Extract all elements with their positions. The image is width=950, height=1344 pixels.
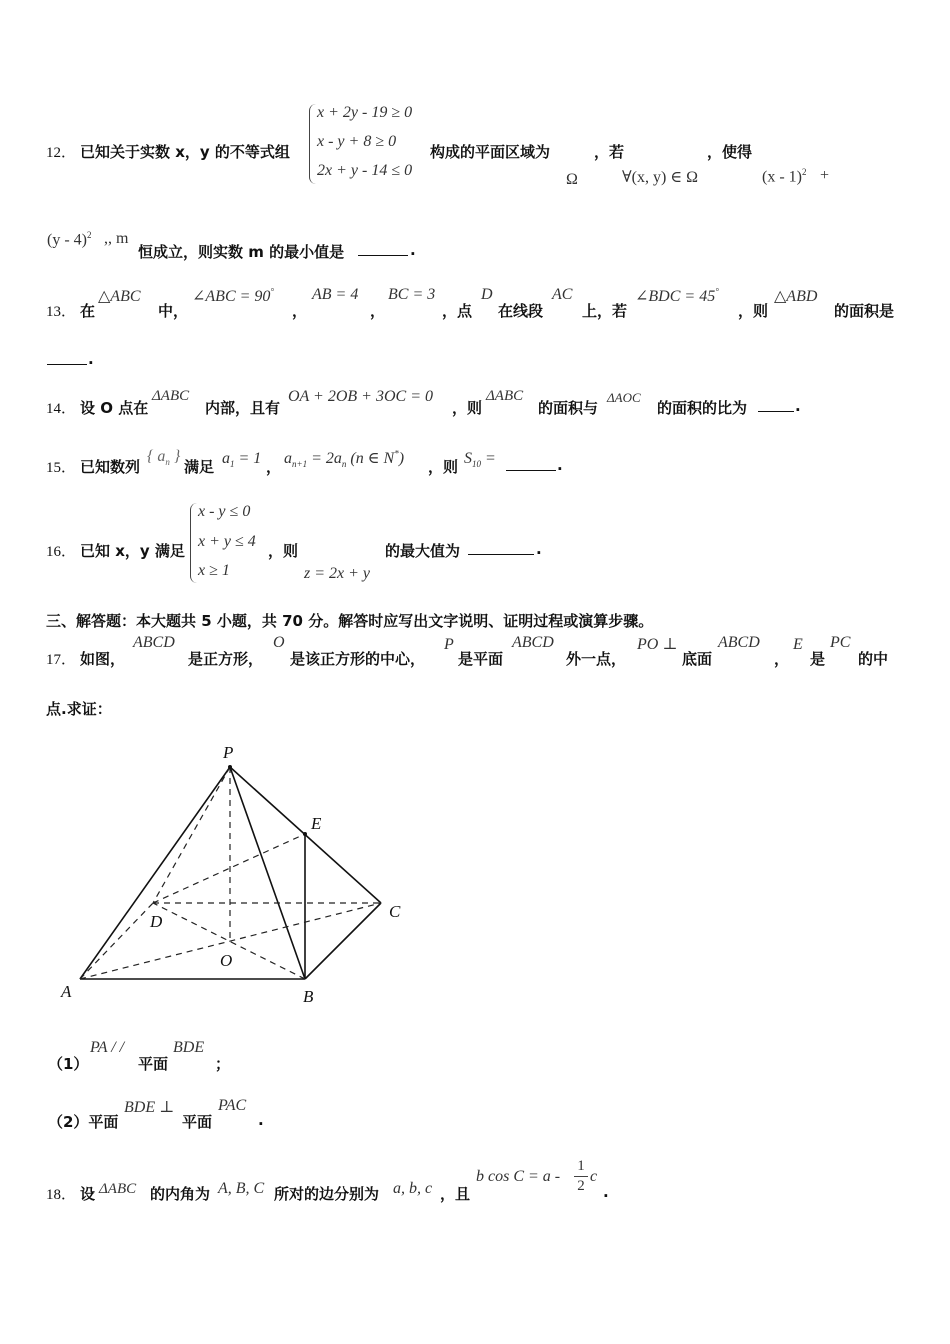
q12-period: .	[410, 241, 416, 259]
q18-frac-denominator: 2	[577, 1178, 585, 1194]
q14-text-area-with: 的面积与	[538, 399, 599, 417]
q15-comma: ，	[266, 458, 282, 476]
q17-point-p: P	[444, 636, 454, 653]
q14-text-ratio: 的面积的比为	[657, 399, 748, 417]
q15-period: .	[557, 456, 563, 474]
q16-objective-z: z = 2x + y	[304, 565, 371, 582]
q18-frac-numerator: 1	[577, 1158, 585, 1174]
q12-expr-x: (x - 1)$^2$	[762, 167, 807, 186]
q12-ineq-1: x + 2y - 19 ≥ 0	[317, 104, 413, 121]
q17-part2-end: .	[258, 1111, 264, 1129]
q17-segment-pc: PC	[830, 634, 851, 651]
q14-triangle-abc: ΔABC	[152, 388, 190, 404]
q15-text-given: 已知数列	[80, 458, 141, 476]
q13-text-then: ，则	[738, 302, 769, 320]
q13-text-segment: 在线段	[498, 302, 544, 320]
vertex-p	[228, 765, 232, 769]
q18-period: .	[603, 1183, 609, 1201]
label-a: A	[61, 982, 72, 1001]
q16-number: 16．	[46, 544, 77, 560]
q13-comma-1: ，	[292, 302, 308, 320]
label-b: B	[303, 987, 314, 1006]
q18-equation-left: b cos C = a -	[476, 1168, 561, 1185]
edge-pa	[80, 767, 233, 979]
q17-part2-number: （2）平面	[48, 1113, 119, 1131]
q18-text-angles: 的内角为	[150, 1185, 211, 1203]
q17-text-outside: 外一点，	[566, 650, 627, 668]
q14-text-let: 设 O 点在	[80, 399, 149, 417]
label-p: P	[223, 743, 234, 762]
q13-angle-abc: ∠ABC = 90°	[192, 286, 275, 305]
q18-sides-abc: a, b, c	[393, 1180, 433, 1197]
q14-vector-equation: OA + 2OB + 3OC = 0	[288, 388, 433, 405]
q17-part1-bde: BDE	[173, 1039, 205, 1056]
q18-triangle-abc: ΔABC	[99, 1181, 137, 1197]
q16-text-max: 的最大值为	[385, 542, 461, 560]
q18-text-and: ，且	[440, 1185, 471, 1203]
q17-abcd: ABCD	[133, 634, 175, 651]
q17-text-mid: 的中	[858, 650, 889, 668]
q17-text-prove: 点.求证：	[46, 700, 112, 718]
edge-bc	[305, 903, 381, 979]
q18-frac-bar	[574, 1176, 588, 1177]
q18-text-sides: 所对的边分别为	[274, 1185, 380, 1203]
q17-point-o: O	[273, 634, 285, 651]
q12-text-such: ，使得	[707, 143, 753, 161]
q16-text-then: ，则	[268, 542, 299, 560]
q12-forall: ∀(x, y) ∈ Ω	[622, 169, 699, 186]
q17-text-square: 是正方形，	[188, 650, 264, 668]
label-c: C	[389, 902, 401, 921]
q12-number: 12．	[46, 145, 77, 161]
q12-plus: +	[820, 167, 830, 184]
q17-part2-pac: PAC	[218, 1097, 247, 1114]
q12-omega: Ω	[566, 171, 578, 188]
q12-leq-m: ,, m	[104, 230, 129, 247]
q13-text-point: ，点	[442, 302, 473, 320]
q17-abcd-2: ABCD	[512, 634, 554, 651]
q12-ineq-3: 2x + y - 14 ≤ 0	[317, 162, 413, 179]
q17-part1-number: （1）	[48, 1055, 89, 1073]
q17-part1-pa-parallel: PA / /	[90, 1039, 125, 1056]
q17-point-e: E	[793, 636, 803, 653]
q13-angle-bdc: ∠BDC = 45°	[635, 286, 719, 305]
q13-bc-length: BC = 3	[388, 286, 436, 303]
q17-part1-plane: 平面	[138, 1055, 169, 1073]
q17-part2-plane: 平面	[182, 1113, 213, 1131]
q12-text-holds: 恒成立，则实数 m 的最小值是	[138, 243, 345, 261]
q13-text-in: 在	[80, 302, 96, 320]
q13-number: 13．	[46, 304, 77, 320]
section-3-heading: 三、解答题：本大题共 5 小题，共 70 分。解答时应写出文字说明、证明过程或演算步骤。	[46, 612, 654, 630]
q14-number: 14．	[46, 401, 77, 417]
q15-sequence-an: { $a_n$ }	[147, 448, 181, 468]
q16-period: .	[536, 540, 542, 558]
label-d: D	[150, 912, 163, 931]
q12-text-if: ，若	[594, 143, 625, 161]
q13-period: .	[88, 350, 94, 368]
q13-text-area: 的面积是	[834, 302, 895, 320]
q12-text-intro: 已知关于实数 x，y 的不等式组	[80, 143, 290, 161]
label-e: E	[311, 814, 322, 833]
q12-text-region: 构成的平面区域为	[430, 143, 551, 161]
q13-segment-ac: AC	[552, 286, 573, 303]
q13-text-zhong: 中，	[158, 302, 189, 320]
q16-text-given: 已知 x，y 满足	[80, 542, 185, 560]
q16-ineq-1: x - y ≤ 0	[198, 503, 251, 520]
q17-po-perp: PO ⊥	[637, 636, 678, 653]
q14-text-inside: 内部，且有	[205, 399, 281, 417]
q17-text-as-shown: 如图，	[80, 650, 126, 668]
q17-text-is: 是	[810, 650, 826, 668]
vertex-e	[303, 832, 307, 836]
q15-number: 15．	[46, 460, 77, 476]
q13-ab-length: AB = 4	[312, 286, 359, 303]
q17-comma: ，	[774, 650, 790, 668]
q15-a1-equation: $a_1 = 1$	[222, 450, 262, 470]
q13-text-on: 上，若	[582, 302, 628, 320]
q15-s10: $S_{10}$ =	[464, 450, 496, 470]
q18-number: 18．	[46, 1187, 77, 1203]
q18-angles-abc: A, B, C	[218, 1180, 265, 1197]
q17-text-plane: 是平面	[458, 650, 504, 668]
q14-triangle-aoc: ΔAOC	[607, 390, 641, 405]
edge-pd	[153, 767, 230, 903]
q13-triangle-abc: △ABC	[98, 288, 141, 305]
q12-expr-y: (y - 4)$^2$	[47, 230, 92, 249]
q15-recurrence: $a_{n+1} = 2a_n$ (n ∈ N*)	[284, 448, 405, 470]
q18-fraction-half	[574, 1158, 588, 1195]
q14-triangle-abc-2: ΔABC	[486, 388, 524, 404]
q17-text-center: 是该正方形的中心，	[290, 650, 426, 668]
q17-part2-bde-perp: BDE ⊥	[124, 1099, 175, 1116]
q17-part1-end: ；	[215, 1055, 231, 1073]
q14-text-then: ，则	[452, 399, 483, 417]
q13-point-d: D	[481, 286, 493, 303]
q12-ineq-2: x - y + 8 ≥ 0	[317, 133, 397, 150]
q18-text-let: 设	[80, 1185, 96, 1203]
q18-equation-c: c	[590, 1168, 598, 1185]
q17-number: 17．	[46, 652, 77, 668]
edge-ad	[80, 903, 153, 979]
q13-comma-2: ，	[370, 302, 386, 320]
q13-triangle-abd: △ABD	[774, 288, 818, 305]
q14-period: .	[795, 397, 801, 415]
q17-abcd-3: ABCD	[718, 634, 760, 651]
q15-text-then: ，则	[428, 458, 459, 476]
q16-ineq-2: x + y ≤ 4	[198, 533, 256, 550]
q15-text-satisfies: 满足	[184, 458, 215, 476]
q16-ineq-3: x ≥ 1	[198, 562, 230, 579]
label-o: O	[220, 951, 233, 970]
q17-text-base: 底面	[682, 650, 713, 668]
